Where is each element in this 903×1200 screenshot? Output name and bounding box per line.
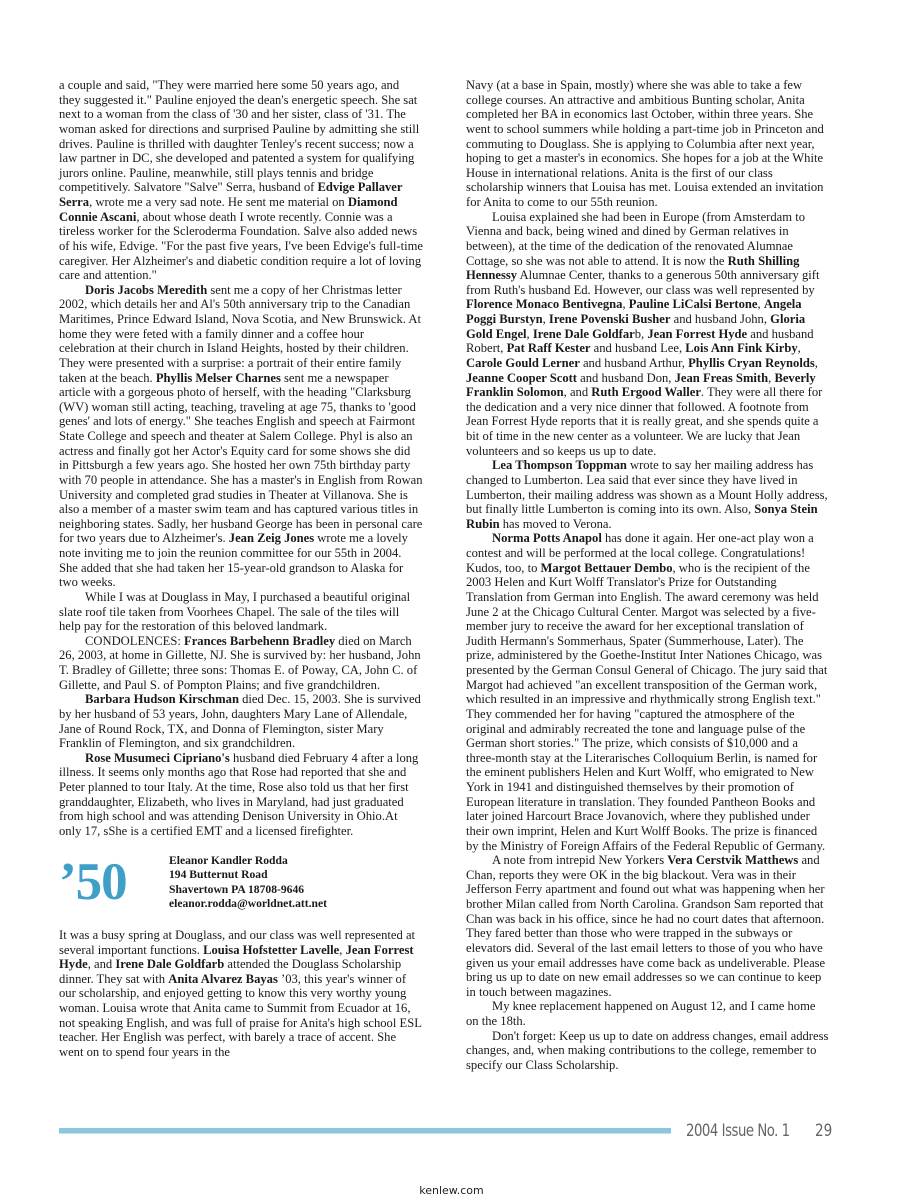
paragraph: My knee replacement happened on August 12, and I came home on the 18th.: [466, 999, 816, 1028]
classmate-name: Ruth Shilling Hennessy: [466, 253, 800, 283]
class-year-header: [59, 854, 423, 912]
classmate-name: Louisa Hofstetter Lavelle: [203, 942, 340, 957]
paragraph: While I was at Douglass in May, I purchased a beautiful original slate roof tile taken from Voorhees Chapel. The sale of the tiles will help pay for the restoration of this beloved landmark.: [59, 589, 411, 634]
paragraph: CONDOLENCES: Frances Barbehenn Bradley died on March 26, 2003, at home in Gillette, NJ. She is survived by: her husband, John T. Bradley of Gillette; three sons: Thomas E. of Poway, CA, John C. of Gillette, and Paul S. of Pompton Plains; and five grandchildren.: [59, 633, 421, 692]
classmate-name: Jeanne Cooper Scott: [466, 370, 578, 385]
paragraph: Doris Jacobs Meredith sent me a copy of her Christmas letter 2002, which details her and Al's 50th anniversary trip to the Canadian Maritimes, Prince Edward Island, Nova Scotia, and New Brunswick. At home they were feted with a family dinner and a coffee hour celebration at their church in Island Heights, hosted by their children. They were presented with a surprise: a portrait of their entire family taken at the beach. Phyllis Melser Charnes sent me a newspaper article with a gorgeous photo of herself, with the heading "Clarksburg (WV) woman still acting, teaching, traveling at age 75, thanks to 'good genes' and lots of energy." She teaches English and speech at Fairmont State College and speech and theater at Salem College. Phyl is also an actress and finally got her Actor's Equity card for some shows she did in Pittsburgh a few years ago. She hosted her own 75th birthday party with 70 people in attendance. She has a master's in English from Rowan University and completed grad studies in Theater at Villanova. She is also a member of a master swim team and has captured various titles in neighboring states. Sadly, her husband George has been in personal care for two years due to Alzheimer's. Jean Zeig Jones wrote me a lovely note inviting me to join the reunion committee for our 55th in 2004. She added that she had taken her 15-year-old grandson to Alaska for two weeks.: [59, 282, 423, 590]
classmate-name: Irene Dale Goldfarb: [115, 957, 225, 972]
correspondent-name: Eleanor Kandler Rodda: [169, 853, 288, 867]
right-column: [466, 78, 830, 1073]
paragraph: Lea Thompson Toppman wrote to say her mailing address has changed to Lumberton. Lea said that ever since they have lived in Lumberton, their mailing address was shown as a Mount Holly address, but finally little Lumberton is coming into its own. Also, Sonya Stein Rubin has moved to Verona.: [466, 458, 828, 531]
classmate-name: Frances Barbehenn Bradley: [184, 633, 336, 648]
page-number: 29: [815, 1121, 833, 1141]
correspondent-street: 194 Butternut Road: [169, 868, 268, 882]
classmate-name: Lea Thompson Toppman: [492, 458, 627, 473]
paragraph: Barbara Hudson Kirschman died Dec. 15, 2003. She is survived by her husband of 53 years, John, daughters Mary Lane of Allendale, Jane of Round Rock, TX, and Donna of Flemington, sister Mary Franklin of Flemington, and six grandchildren.: [59, 692, 421, 751]
paragraph: Norma Potts Anapol has done it again. Her one-act play won a contest and will be performed at the local college. Congratulations! Kudos, too, to Margot Bettauer Dembo, who is the recipient of the 2003 Helen and Kurt Wolff Translator's Prize for Outstanding Translation from German into English. The award ceremony was held June 2 at the Chicago Cultural Center. Margot was selected by a five-member jury to receive the award for her exceptional translation of Judith Hermann's Sommerhaus, Spater (Summerhouse, Later). The prize, administered by the Goethe-Institut Inter Nationes Chicago, was presented by the German Consul General of Chicago. The jury said that Margot had achieved "an excellent transposition of the German work, which resulted in an impressive and rhythmically strong English text." They commended her for having "captured the atmosphere of the original and admirably recreated the tone and language pulse of the German short stories." The prize, which consists of $10,000 and a three-month stay at the Literarisches Colloquium Berlin, is named for the eminent publishers Helen and Kurt Wolff, who emigrated to New York in 1941 and distinguished themselves by their promotion of European literature in translation. They founded Pantheon Books and later joined Harcourt Brace Jovanovich, where they published under their own imprint, Helen and Kurt Wolff Books. The prize is financed by the Ministry of Foreign Affairs of the Federal Republic of Germany.: [466, 531, 828, 853]
paragraph: Louisa explained she had been in Europe (from Amsterdam to Vienna and back, being wined and dined by German relatives in between), at the time of the dedication of the renovated Alumnae Cottage, so she was not able to attend. It is now the Ruth Shilling Hennessy Alumnae Center, thanks to a generous 50th anniversary gift from Ruth's husband Ed. However, our class was well represented by Florence Monaco Bentivegna, Pauline LiCalsi Bertone, Angela Poggi Burstyn, Irene Povenski Busher and husband John, Gloria Gold Engel, Irene Dale Goldfarb, Jean Forrest Hyde and husband Robert, Pat Raff Kester and husband Lee, Lois Ann Fink Kirby, Carole Gould Lerner and husband Arthur, Phyllis Cryan Reynolds, Jeanne Cooper Scott and husband Don, Jean Freas Smith, Beverly Franklin Solomon, and Ruth Ergood Waller. They were all there for the dedication and a very nice dinner that followed. A footnote from Jean Forrest Hyde reports that it is really great, and she spends quite a bit of time in the new center as a volunteer. We are lucky that Jean volunteers and so keeps us up to date.: [466, 209, 823, 458]
paragraph: Rose Musumeci Cipriano's husband died February 4 after a long illness. It seems only months ago that Rose had reported that she and Peter planned to tour Italy. At the time, Rose also told us that her first granddaughter, Elizabeth, who lives in Maryland, had just graduated from high school and was attending Denison University in Ohio.At only 17, sShe is a certified EMT and a licensed firefighter.: [59, 750, 419, 838]
correspondent-city: Shavertown PA 18708-9646: [169, 882, 305, 896]
classmate-name: Jean Freas Smith: [674, 370, 769, 385]
issue-label: 2004 Issue No. 1: [686, 1121, 790, 1141]
classmate-name: Norma Potts Anapol: [492, 531, 602, 546]
paragraph: Navy (at a base in Spain, mostly) where she was able to take a few college courses. An attractive and ambitious Bunting scholar, Anita completed her BA in economics last October, within three years. She went to school summers while holding a part-time job in Princeton and commuting to Douglass. She is applying to Columbia after next year, hoping to get a master's in economics. She hopes for a job at the White House in international relations. Anita is the first of our class scholarship winners that Louisa has met. Louisa extended an invitation for Anita to come to our 55th reunion.: [466, 78, 824, 209]
left-column: [59, 78, 423, 1060]
classmate-name: Florence Monaco Bentivegna: [466, 297, 623, 312]
paragraph: A note from intrepid New Yorkers Vera Cerstvik Matthews and Chan, reports they were OK in the big blackout. Vera was in their Jefferson Ferry apartment and found out what was happening when her brother Milan called from North Carolina. Grandson Sam reported that Chan was back in his office, since he had no court dates that afternoon. They fared better than those who were trapped in the subways or elevators did. Several of the last email letters to those of you who have given us your email addresses have come back as undeliverable. Please bring us up to date on new email addresses so we can continue to keep in touch between magazines.: [466, 853, 826, 999]
correspondent-email[interactable]: eleanor.rodda@worldnet.att.net: [169, 897, 327, 911]
footer-rule-highlight: [59, 1133, 671, 1134]
classmate-name: Jean Forrest Hyde: [59, 942, 414, 972]
classmate-name: Angela Poggi Burstyn: [466, 297, 802, 326]
watermark: kenlew.com: [419, 1184, 484, 1197]
classmate-name: Phyllis Cryan Reynolds: [688, 355, 815, 370]
class-year: ’50: [59, 852, 127, 911]
classmate-name: Irene Dale Goldfar: [532, 326, 635, 341]
classmate-name: Lois Ann Fink Kirby: [685, 341, 798, 356]
paragraph: Don't forget: Keep us up to date on address changes, email address changes, and, when making contributions to the college, remember to specify our Class Scholarship.: [466, 1028, 829, 1072]
classmate-name: Vera Cerstvik Matthews: [667, 853, 799, 868]
classmate-name: Irene Povenski Busher: [548, 312, 671, 326]
classmate-name: Diamond Connie Ascani: [59, 195, 398, 224]
paragraph: It was a busy spring at Douglass, and our class was well represented at several important functions. Louisa Hofstetter Lavelle, Jean Forrest Hyde, and Irene Dale Goldfarb attended the Douglass Scholarship dinner. They sat with Anita Alvarez Bayas ’03, this year's winner of our scholarship, and enjoyed getting to know this very worthy young woman. Louisa wrote that Anita came to Summit from Ecuador at 16, not speaking English, and was full of praise for Anita's high school ESL teacher. Her English was perfect, with barely a trace of accent. She went on to spend four years in the: [59, 927, 422, 1059]
classmate-name: Pat Raff Kester: [506, 341, 591, 356]
classmate-name: Jean Zeig Jones: [228, 531, 315, 546]
paragraph: a couple and said, "They were married here some 50 years ago, and they suggested it." Pauline enjoyed the dean's energetic speech. She sat next to a woman from the class of '30 and her sister, class of '31. The woman asked for directions and surprised Pauline by admitting she still drives. Pauline is thrilled with daughter Tenley's recent success; now a law partner in DC, she developed and patented a system for qualifying jurors online. Pauline, meanwhile, still plays tennis and bridge competitively. Salvatore "Salve" Serra, husband of Edvige Pallaver Serra, wrote me a very sad note. He sent me material on Diamond Connie Ascani, about whose death I wrote recently. Connie was a tireless worker for the Scleroderma Foundation. Salve also added news of his wife, Edvige. "For the past five years, I've been Edvige's full-time caregiver. Her Alzheimer's and diabetic condition require a lot of loving care and attention.": [59, 78, 423, 283]
classmate-name: Barbara Hudson Kirschman: [85, 692, 239, 707]
classmate-name: Margot Bettauer Dembo: [540, 560, 673, 575]
classmate-name: Doris Jacobs Meredith: [85, 282, 208, 297]
classmate-name: Phyllis Melser Charnes: [155, 370, 281, 385]
classmate-name: Gloria Gold Engel: [466, 312, 806, 341]
classmate-name: Carole Gould Lerner: [466, 355, 580, 370]
classmate-name: Anita Alvarez Bayas: [168, 971, 278, 986]
classmate-name: Pauline LiCalsi Bertone: [628, 297, 758, 312]
correspondent-address: [169, 854, 327, 912]
classmate-name: Edvige Pallaver Serra: [59, 180, 403, 209]
classmate-name: Jean Forrest Hyde: [647, 326, 748, 341]
classmate-name: Ruth Ergood Waller: [591, 385, 701, 400]
classmate-name: Sonya Stein Rubin: [466, 502, 818, 531]
classmate-name: Rose Musumeci Cipriano's: [85, 750, 230, 765]
classmate-name: Beverly Franklin Solomon: [466, 370, 816, 400]
